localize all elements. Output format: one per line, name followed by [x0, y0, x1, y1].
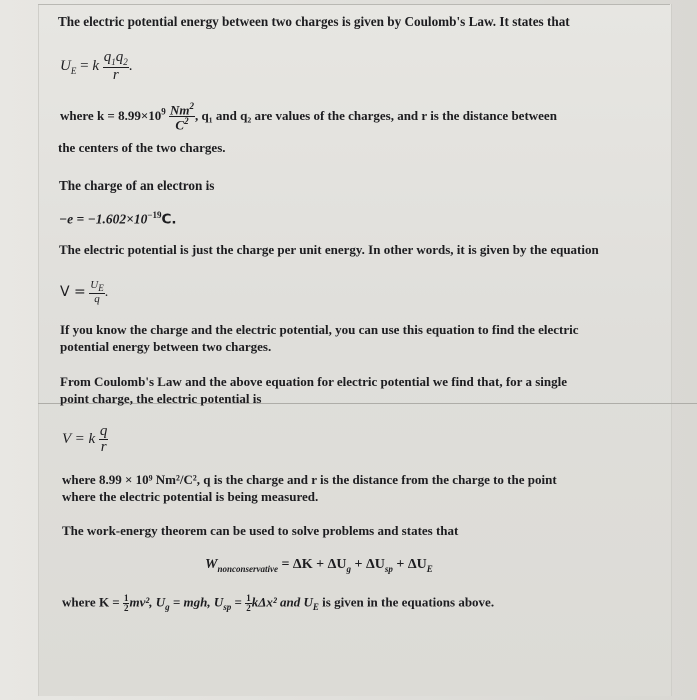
use-text-line1: If you know the charge and the electric potential, you can use this equation to find the electric [60, 322, 579, 337]
where-k-cont: the centers of the two charges. [58, 140, 226, 155]
where2-line1: where 8.99 × 10⁹ Nm²/C², q is the charge and r is the distance from the charge to the point [62, 472, 557, 487]
work-intro: The work-energy theorem can be used to solve problems and states that [62, 523, 459, 538]
coulomb-equation: $U_E = k$ $\frac{q_1q_2}{r}$ . [60, 49, 133, 83]
v-equation: V = $\frac{U_E}{q}$ . [60, 279, 109, 306]
v-point-equation: V = k $\frac{q}{r}$ [62, 423, 108, 455]
electron-equation: $-e = -1.602\times 10^{-19}C$. [59, 210, 177, 228]
where-k-line: where $k = 8.99\times 10^9$ $\frac{Nm^2}{C^2}$ , q₁ and q₂ are values of the charges, and r is the distance between [60, 101, 557, 133]
use-text-line2: potential energy between two charges. [60, 339, 272, 354]
work-energy-equation: $W_{nonconservative} = \Delta K + \Delta U_g + \Delta U_{sp} + \Delta U_E$ [205, 557, 433, 574]
potential-intro: The electric potential is just the charge per unit energy. In other words, it is given by the equation [59, 242, 599, 257]
top-rule [38, 4, 670, 5]
intro-text: The electric potential energy between two charges is given by Coulomb's Law. It states that [58, 14, 570, 29]
electron-intro: The charge of an electron is [59, 178, 215, 193]
where3-line: where K = $\frac{1}{2}$ mv², $U_g$ = mgh, $U_{sp}$ = $\frac{1}{2}$ kΔx² and $U_E$ is given in the equations above. [62, 593, 495, 613]
where2-line2: where the electric potential is being measured. [62, 489, 319, 504]
coulomb-text-line2: point charge, the electric potential is [60, 391, 262, 406]
coulomb-text-line1: From Coulomb's Law and the above equation for electric potential we find that, for a single [60, 374, 567, 389]
